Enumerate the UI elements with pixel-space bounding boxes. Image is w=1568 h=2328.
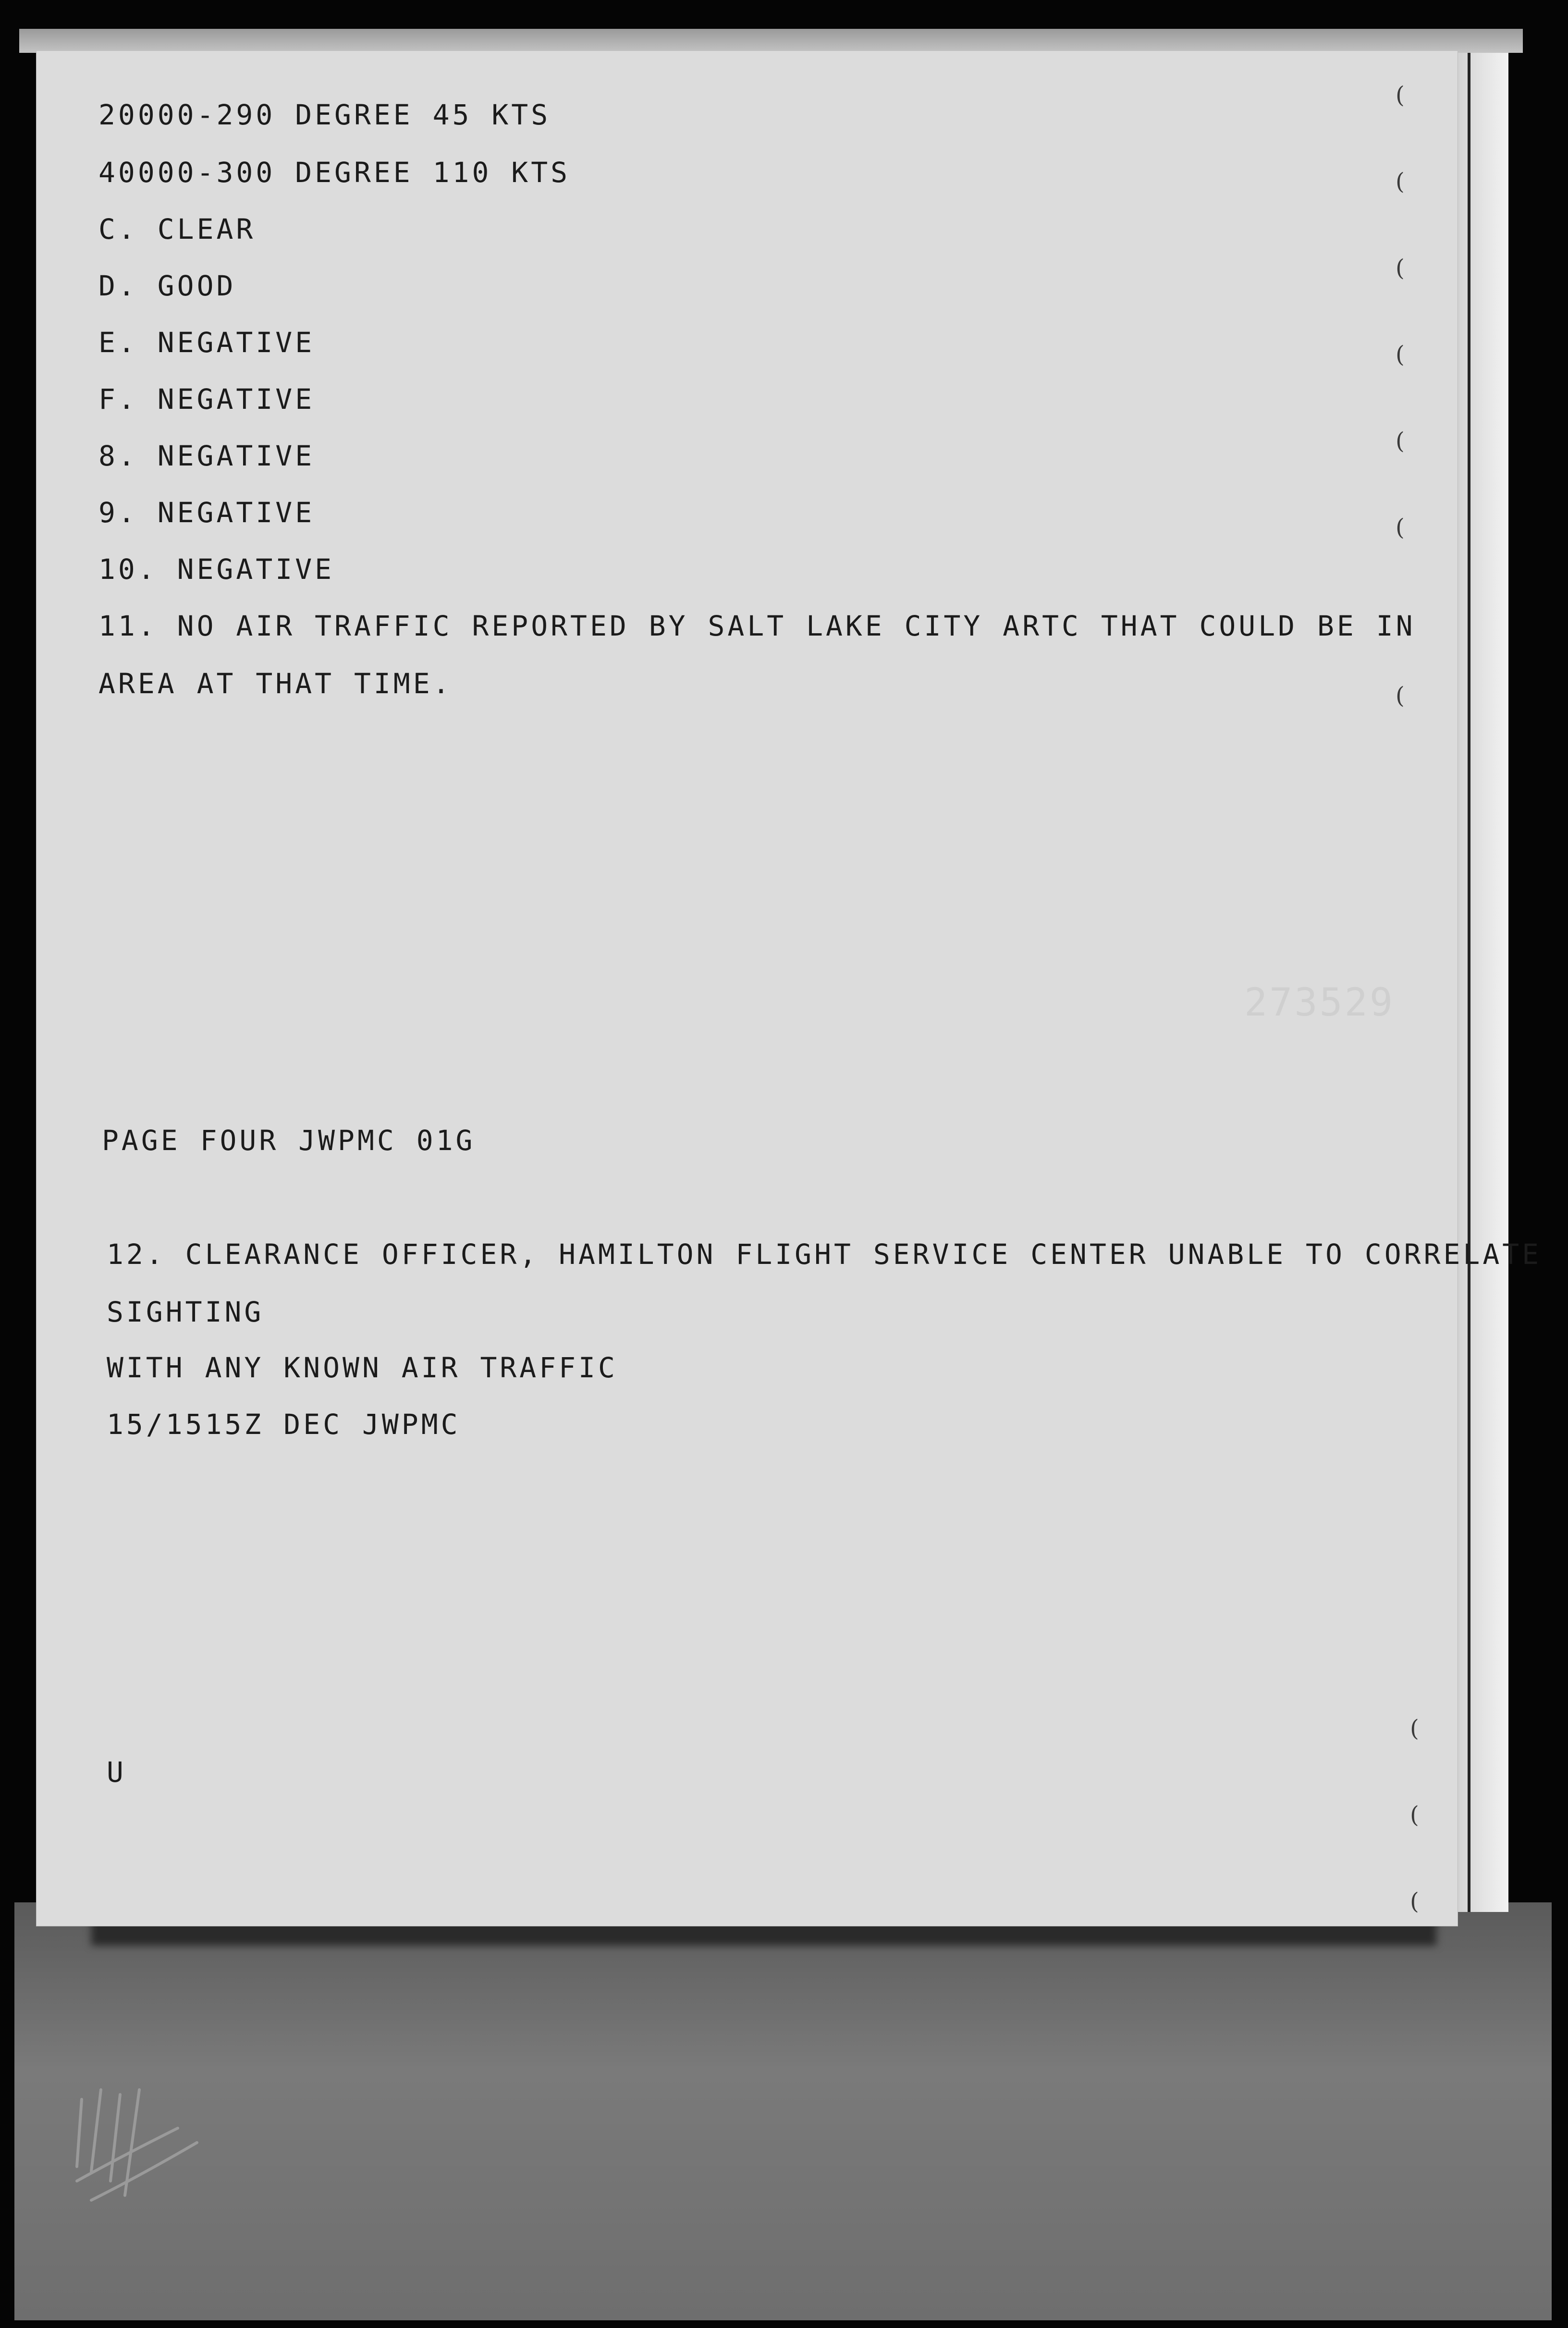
item-8-negative: 8. NEGATIVE: [98, 440, 315, 472]
feed-hole-mark: (: [1396, 82, 1405, 109]
item-11-continued: AREA AT THAT TIME.: [98, 667, 453, 700]
item-10-negative: 10. NEGATIVE: [98, 553, 335, 586]
handwritten-scribble: [62, 2071, 216, 2215]
feed-hole-mark: (: [1396, 682, 1405, 709]
wind-line-20000: 20000-290 DEGREE 45 KTS: [98, 98, 551, 131]
feed-hole-mark: (: [1410, 1888, 1419, 1915]
item-12-sighting: SIGHTING: [107, 1296, 264, 1328]
item-12-with-traffic: WITH ANY KNOWN AIR TRAFFIC: [107, 1351, 618, 1384]
feed-hole-mark: (: [1410, 1715, 1419, 1742]
item-9-negative: 9. NEGATIVE: [98, 496, 315, 529]
feed-hole-mark: (: [1396, 428, 1405, 454]
feed-hole-mark: (: [1410, 1801, 1419, 1828]
item-e-negative: E. NEGATIVE: [98, 326, 315, 359]
feed-hole-mark: (: [1396, 168, 1405, 195]
page-header: PAGE FOUR JWPMC 01G: [102, 1124, 476, 1157]
feed-hole-mark: (: [1396, 255, 1405, 282]
date-time-group: 15/1515Z DEC JWPMC: [107, 1408, 461, 1441]
wind-line-40000: 40000-300 DEGREE 110 KTS: [98, 156, 571, 189]
item-f-negative: F. NEGATIVE: [98, 383, 315, 416]
item-11-air-traffic: 11. NO AIR TRAFFIC REPORTED BY SALT LAKE CITY ARTC THAT COULD BE IN: [98, 610, 1416, 642]
classification-mark: U: [107, 1756, 126, 1789]
item-c-clear: C. CLEAR: [98, 213, 256, 245]
feed-hole-mark: (: [1396, 514, 1405, 541]
scanner-backing: [14, 1902, 1552, 2320]
paper-top-edge: [19, 29, 1523, 53]
margin-rule: [1468, 53, 1470, 1912]
faint-document-number: 273529: [1244, 980, 1395, 1025]
item-d-good: D. GOOD: [98, 270, 236, 302]
item-12-clearance-officer: 12. CLEARANCE OFFICER, HAMILTON FLIGHT SERVICE CENTER UNABLE TO CORRELATE: [107, 1238, 1542, 1271]
feed-hole-mark: (: [1396, 341, 1405, 368]
